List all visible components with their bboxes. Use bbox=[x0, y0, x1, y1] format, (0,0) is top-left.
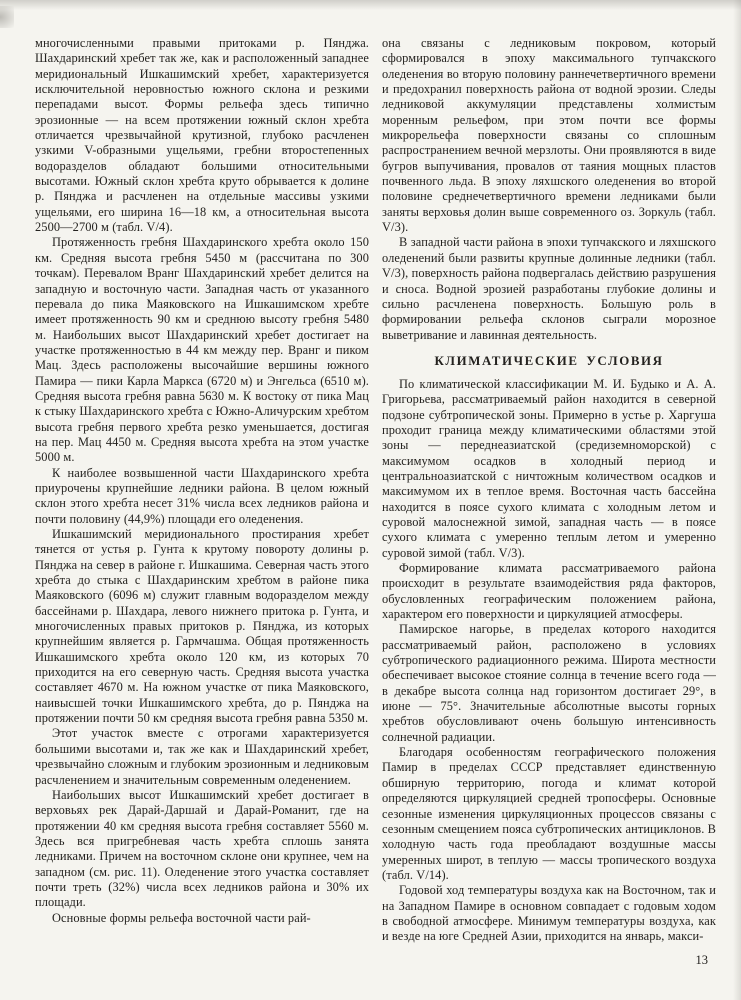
left-column bbox=[35, 36, 369, 945]
paragraph: Протяженность гребня Шахдаринского хребта около 150 км. Средняя высота гребня 5450 м (рассчитана по 300 точкам). Перевалом Вранг Шахдаринский хребет делится на западную и восточную части. Западная часть от указанного перевала до пика Маяковского на Ишкашимском хребте имеет протяженность 90 км и среднюю высоту гребня 5480 м. Наибольших высот Шахдаринский хребет достигает на участке протяженностью в 44 км между пер. Вранг и пиком Мац. Здесь расположены высочайшие вершины южного Памира — пики Карла Маркса (6720 м) и Энгельса (6510 м). Средняя высота гребня равна 5630 м. К востоку от пика Мац к стыку Шахдаринского хребта с Южно-Аличурским хребтом высота гребня первого хребта резко уменьшается, достигая на пер. Мац 4450 м. Средняя высота хребта на этом участке 5000 м. bbox=[35, 235, 369, 465]
paragraph: она связаны с ледниковым покровом, который сформировался в эпоху максимального тупчакского оледенения во вторую половину раннечетвертичного времени и предохранил поверхность района от водной эрозии. Следы ледниковой аккумуляции представлены холмистым моренным рельефом, при этом почти все формы микрорельефа поверхности связаны со сплошным распространением вечной мерзлоты. Они проявляются в виде бугров выпучивания, провалов от таяния мощных пластов почвенного льда. В эпоху ляхшского оледенения во второй половине среднечетвертичного времени ледниками были заняты верховья долин выше современного оз. Зоркуль (табл. V/3). bbox=[382, 36, 716, 235]
paragraph: В западной части района в эпохи тупчакского и ляхшского оледенений были развиты крупные долинные ледники (табл. V/3), поверхность района подвергалась действию разрушения и сноса. Водной эрозией разработаны глубокие долины и сильно расчленена поверхность. Большую роль в формировании рельефа склонов сыграли морозное выветривание и лавинная деятельность. bbox=[382, 235, 716, 342]
section-heading: КЛИМАТИЧЕСКИЕ УСЛОВИЯ bbox=[434, 353, 664, 368]
paragraph: Основные формы рельефа восточной части рай- bbox=[52, 910, 311, 925]
paragraph: Ишкашимский меридионального простирания хребет тянется от устья р. Гунта к крутому повороту долины р. Пянджа на север в районе г. Ишкашима. Северная часть этого хребта до стыка с Шахдаринским хребтом в районе пика Маяковского (6096 м) служит главным водоразделом между бассейнами р. Шахдара, левого нижнего притока р. Гунта, и многочисленных правых притоков р. Пянджа, из которых крупнейшим является р. Гармчашма. Общая протяженность Ишкашимского хребта около 120 км, из которых 70 приходится на его северную часть. Средняя высота участка составляет 4670 м. На южном участке от пика Маяковского, наивысшей точки Ишкашимского хребта, до р. Пянджа на протяжении почти 50 км средняя высота гребня равна 5350 м. bbox=[35, 527, 369, 726]
paragraph: По климатической классификации М. И. Будыко и А. А. Григорьева, рассматриваемый район находится в северной подзоне субтропической зоны. Примерно в устье р. Харгуша проходит граница между климатическими областями этой зоны — переднеазиатской (средиземноморской) с максимумом осадков в холодный период и центральноазиатской с ничтожным количеством осадков и максимумом их в теплое время. Восточная часть бассейна находится в поясе сухого климата с холодным летом и суровой малоснежной зимой, западная часть — в поясе сухого климата с умеренно теплым летом и умеренно суровой зимой (табл. V/3). bbox=[382, 376, 716, 560]
paragraph: Формирование климата рассматриваемого района происходит в результате взаимодействия ряда факторов, обусловленных географическим положением района, характером его поверхности и циркуляцией атмосферы. bbox=[382, 561, 716, 622]
paragraph: Благодаря особенностям географического положения Памир в пределах СССР представляет единственную обширную территорию, погода и климат которой определяются циркуляцией средней тропосферы. Основные сезонные изменения циркуляционных процессов связаны с сезонным смещением пояса субтропических антициклонов. В холодную часть года преобладают воздушные массы умеренных широт, в теплую — массы тропического воздуха (табл. V/14). bbox=[382, 745, 716, 882]
paragraph: Этот участок вместе с отрогами характеризуется большими высотами и, так же как и Шахдаринский хребет, чрезвычайно сложным и глубоким эрозионным и ледниковым расчленением и значительным современным оледенением. bbox=[35, 726, 369, 787]
page-number: 13 bbox=[695, 953, 708, 967]
paragraph: Годовой ход температуры воздуха как на Восточном, так и на Западном Памире в основном совпадает с годовым ходом в свободной атмосфере. Минимум температуры воздуха, как и везде на юге Средней Азии, приходится на январь, макси- bbox=[382, 883, 716, 944]
paragraph: К наиболее возвышенной части Шахдаринского хребта приурочены крупнейшие ледники района. В целом южный склон этого хребта несет 31% числа всех ледников района и почти половину (44,9%) площади его оледенения. bbox=[35, 465, 369, 526]
right-column bbox=[382, 36, 716, 945]
paragraph: Наибольших высот Ишкашимский хребет достигает в верховьях рек Дарай-Даршай и Дарай-Романит, где на протяжении 40 км средняя высота гребня составляет 5560 м. Здесь вся пригребневая часть хребта сплошь занята ледниками. Причем на восточном склоне они крупнее, чем на западном (см. рис. 11). Оледенение этого участка составляет почти треть (32%) числа всех ледников района и 30% их площади. bbox=[35, 787, 369, 910]
paragraph: Памирское нагорье, в пределах которого находится рассматриваемый район, расположено в условиях субтропического радиационного режима. Широта местности обеспечивает высокое стояние солнца в течение всего года — в декабре высота солнца над горизонтом достигает 29°, в июне — 75°. Значительные абсолютные высоты горных хребтов обусловливают очень большую интенсивность солнечной радиации. bbox=[382, 622, 716, 744]
paragraph: многочисленными правыми притоками р. Пянджа. Шахдаринский хребет так же, как и расположенный западнее меридиональный Ишкашимский хребет, характеризуется исключительной неровностью южного склона и резкими перепадами высот. Формы рельефа здесь типично эрозионные — на всем протяжении южный склон хребта отличается чрезвычайной крутизной, глубоко расчленен узкими V-образными ущельями, гребни второстепенных водоразделов обладают большими относительными высотами. Южный склон хребта круто обрывается к долине р. Пянджа и расчленен на отдельные массивы узкими ущельями, его ширина 16—18 км, а относительная высота 2500—2700 м (табл. V/4). bbox=[35, 36, 369, 235]
